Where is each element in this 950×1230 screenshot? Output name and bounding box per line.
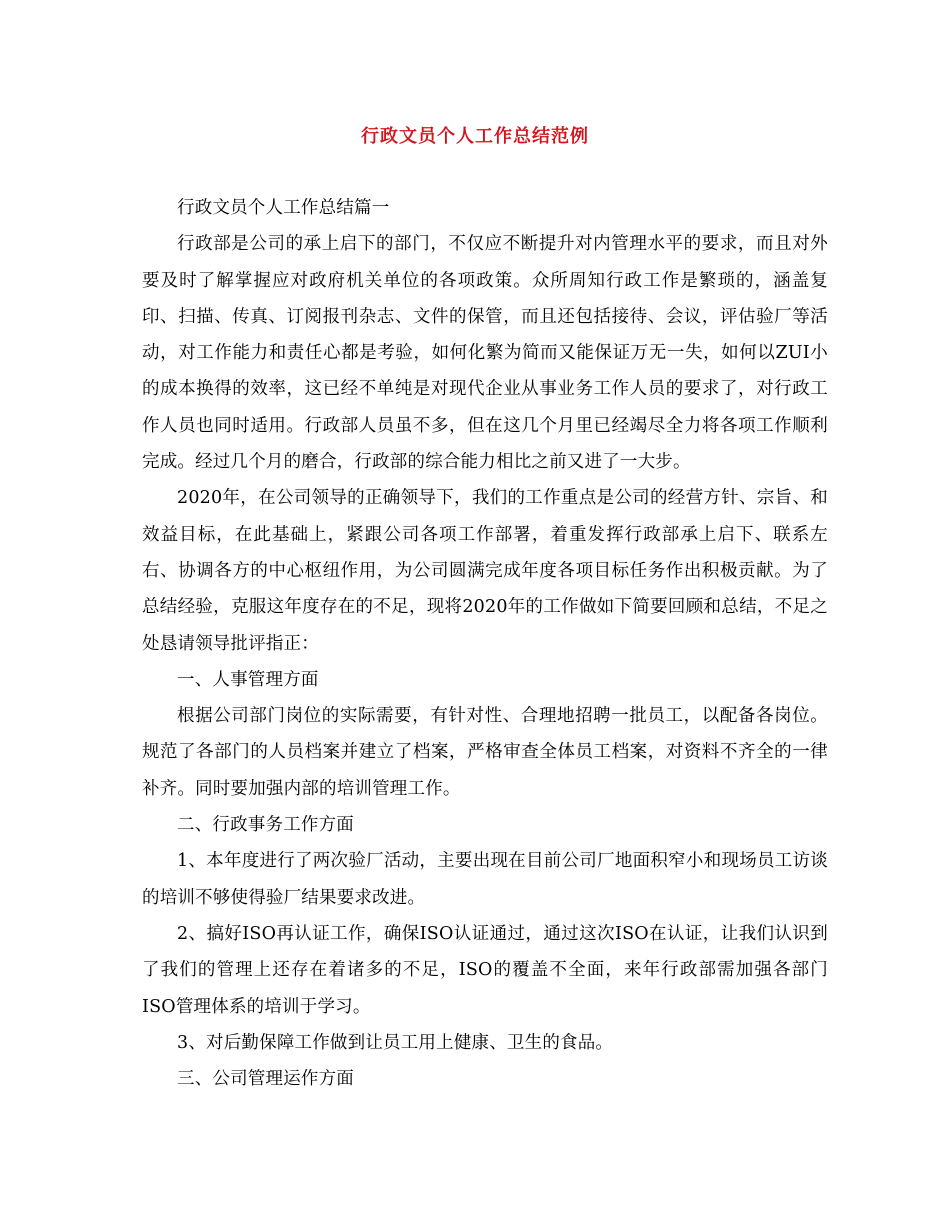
list-item-paragraph: 2、搞好ISO再认证工作，确保ISO认证通过，通过这次ISO在认证，让我们认识到了我们的管理上还存在着诸多的不足，ISO的覆盖不全面，来年行政部需加强各部门ISO管理体系的培训于学习。 <box>142 923 828 1017</box>
list-item-paragraph: 3、对后勤保障工作做到让员工用上健康、卫生的食品。 <box>177 1032 614 1053</box>
body-paragraph: 2020年，在公司领导的正确领导下，我们的工作重点是公司的经营方针、宗旨、和效益目标，在此基础上，紧跟公司各项工作部署，着重发挥行政部承上启下、联系左右、协调各方的中心枢纽作用，为公司圆满完成年度各项目标任务作出积极贡献。为了总结经验，克服这年度存在的不足，现将2020年的工作做如下简要回顾和总结，不足之处恳请领导批评指正： <box>142 488 828 654</box>
document-body <box>142 190 828 1097</box>
section-heading-personnel: 一、人事管理方面 <box>177 669 319 690</box>
document-title: 行政文员个人工作总结范例 <box>361 126 589 147</box>
section-heading-admin-affairs: 二、行政事务工作方面 <box>177 815 354 836</box>
section-heading-company-management: 三、公司管理运作方面 <box>177 1069 354 1090</box>
section-heading-part-one: 行政文员个人工作总结篇一 <box>177 198 390 218</box>
body-paragraph: 根据公司部门岗位的实际需要，有针对性、合理地招聘一批员工，以配备各岗位。规范了各部门的人员档案并建立了档案，严格审查全体员工档案，对资料不齐全的一律补齐。同时要加强内部的培训管理工作。 <box>142 706 828 799</box>
list-item-paragraph: 1、本年度进行了两次验厂活动，主要出现在目前公司厂地面积窄小和现场员工访谈的培训不够使得验厂结果要求改进。 <box>142 851 828 908</box>
body-paragraph: 行政部是公司的承上启下的部门，不仅应不断提升对内管理水平的要求，而且对外要及时了解掌握应对政府机关单位的各项政策。众所周知行政工作是繁琐的，涵盖复印、扫描、传真、订阅报刊杂志、文件的保管，而且还包括接待、会议，评估验厂等活动，对工作能力和责任心都是考验，如何化繁为简而又能保证万无一失，如何以ZUI小的成本换得的效率，这已经不单纯是对现代企业从事业务工作人员的要求了，对行政工作人员也同时适用。行政部人员虽不多，但在这几个月里已经竭尽全力将各项工作顺利完成。经过几个月的磨合，行政部的综合能力相比之前又进了一大步。 <box>142 234 828 473</box>
